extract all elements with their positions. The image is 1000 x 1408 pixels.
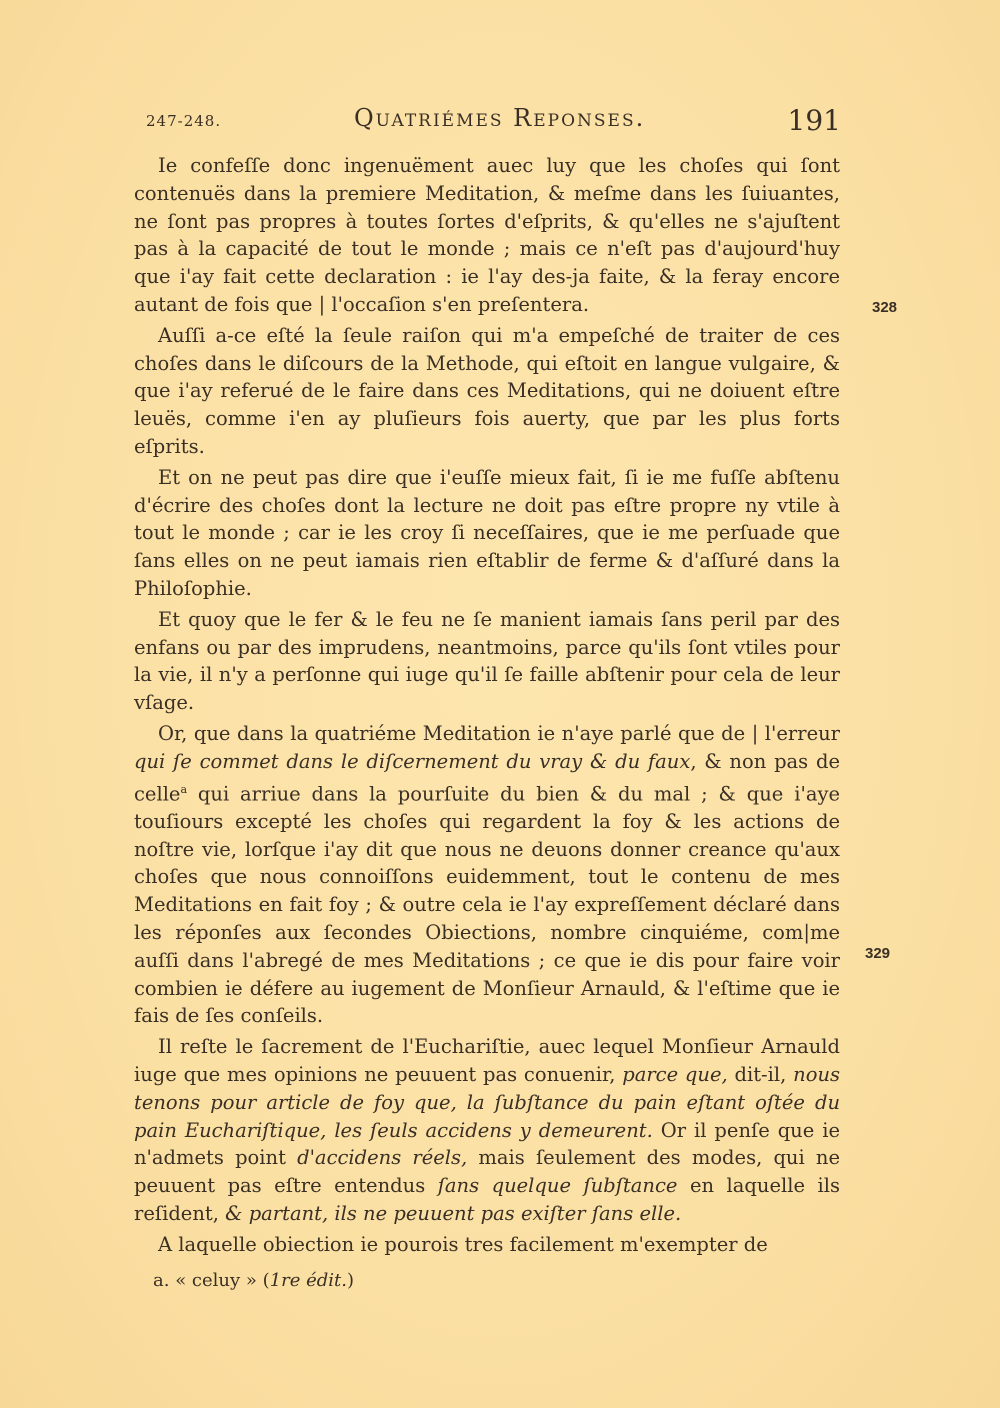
paragraph-6-italic-2: nous tenons pour article de foy que, la ſubſtance du pain eſtant oſtée du pain Euchariſtique, les ſeuls accidens y demeurent. <box>134 1063 841 1142</box>
paragraph-5-text-c: qui arriue dans la pourſuite du bien & du mal ; & que i'aye touſiours excepté les choſes qui regardent la foy & les actions de noſtre vie, lorſque i'ay dit que nous ne deuons donner creance qu'aux choſes que nous connoiſſons euidemment, tout le contenu de mes Meditations en fait foy ; & outre cela ie l'ay expreſſement déclaré dans les réponſes aux ſecondes Obiections, nombre cinquiéme, com|me auſſi dans l'abregé de mes Meditations ; ce que ie dis pour faire voir combien ie défere au iugement de Monſieur Arnauld, & l'eſtime que ie fais de ſes conſeils. <box>134 782 840 1028</box>
footnote-edition-close: ) <box>347 1270 355 1291</box>
page-range: 247-248. <box>146 112 222 130</box>
paragraph-6-text-a: Il reſte le ſacrement de l'Euchariſtie, auec lequel Monſieur Arnauld iuge que mes opinions ne peuuent pas conuenir, <box>134 1035 840 1086</box>
paragraph-6-text-d: mais ſeulement des modes, qui ne peuuent pas eſtre entendus <box>134 1146 840 1198</box>
paragraph-2: Auſſi a-ce eſté la ſeule raiſon qui m'a empeſché de traiter de ces choſes dans le diſcours de la Methode, qui eſtoit en langue vulgaire, & que i'ay referué de le faire dans ces Meditations, qui ne doiuent eſtre leuës, comme i'en ay pluſieurs fois auerty, que par les plus forts eſprits. <box>134 323 840 458</box>
margin-page-ref-first: 328 <box>872 299 898 316</box>
paragraph-6-italic-3: d'accidens réels, <box>297 1146 468 1170</box>
footnote-edition: 1re édit. <box>269 1270 348 1291</box>
paragraph-6-text-b: dit-il, <box>727 1063 794 1086</box>
running-title: Quatriémes Reponses. <box>354 104 646 132</box>
margin-page-ref-second: 329 <box>865 945 891 962</box>
footnote-reference: a <box>180 782 188 796</box>
paragraph-7: A laquelle obiection ie pourois tres facilement m'exempter de <box>158 1232 768 1256</box>
footnote-marker: a. <box>153 1270 170 1291</box>
paragraph-6-text-e: en laquelle ils reſident, <box>134 1174 840 1225</box>
paragraph-5-text-a: Or, que dans la quatriéme Meditation ie n'aye parlé que de | l'erreur <box>158 721 840 745</box>
paragraph-3: Et on ne peut pas dire que i'euſſe mieux fait, ſi ie me fuſſe abſtenu d'écrire des choſes dont la lecture ne doit pas eſtre propre ny vtile à tout le monde ; car ie les croy ſi neceſſaires, que ie me perſuade que ſans elles on ne peut iamais rien eſtablir de ferme & d'aſſuré dans la Philoſophie. <box>134 465 840 600</box>
paragraph-6-italic-5: & partant, ils ne peuuent pas exiſter ſans elle. <box>225 1201 682 1225</box>
page-number: 191 <box>787 104 841 137</box>
footnote-edition-open: ( <box>262 1270 270 1291</box>
paragraph-6-italic-4: ſans quelque ſubſtance <box>437 1174 678 1198</box>
paragraph-5-text-b: , & non pas de celle <box>134 749 840 806</box>
paragraph-6-text-c: Or il penſe que ie n'admets point <box>134 1118 840 1170</box>
paragraph-6 <box>134 1033 840 1228</box>
paragraph-5-italic-1: qui ſe commet dans le diſcernement du vray & du faux <box>134 749 691 773</box>
footnote-text: « celuy » <box>175 1270 257 1291</box>
paragraph-5 <box>134 720 840 1030</box>
paragraph-6-italic-1: parce que, <box>622 1063 728 1086</box>
paragraph-1: Ie confeſſe donc ingenuëment auec luy que les choſes qui ſont contenuës dans la premiere Meditation, & meſme dans les ſuiuantes, ne ſont pas propres à toutes ſortes d'eſprits, & qu'elles ne s'ajuſtent pas à la capacité de tout le monde ; mais ce n'eſt pas d'aujourd'huy que i'ay fait cette declaration : ie l'ay des-ja faite, & la feray encore autant de fois que | l'occaſion s'en preſentera. <box>134 154 840 316</box>
body-text <box>134 152 840 1259</box>
paragraph-4: Et quoy que le fer & le feu ne ſe manient iamais ſans peril par des enfans ou par des imprudens, neantmoins, parce qu'ils ſont vtiles pour la vie, il n'y a perſonne qui iuge qu'il ſe faille abſtenir pour cela de leur vſage. <box>134 607 840 715</box>
running-header <box>146 104 841 144</box>
footnote <box>153 1270 354 1291</box>
